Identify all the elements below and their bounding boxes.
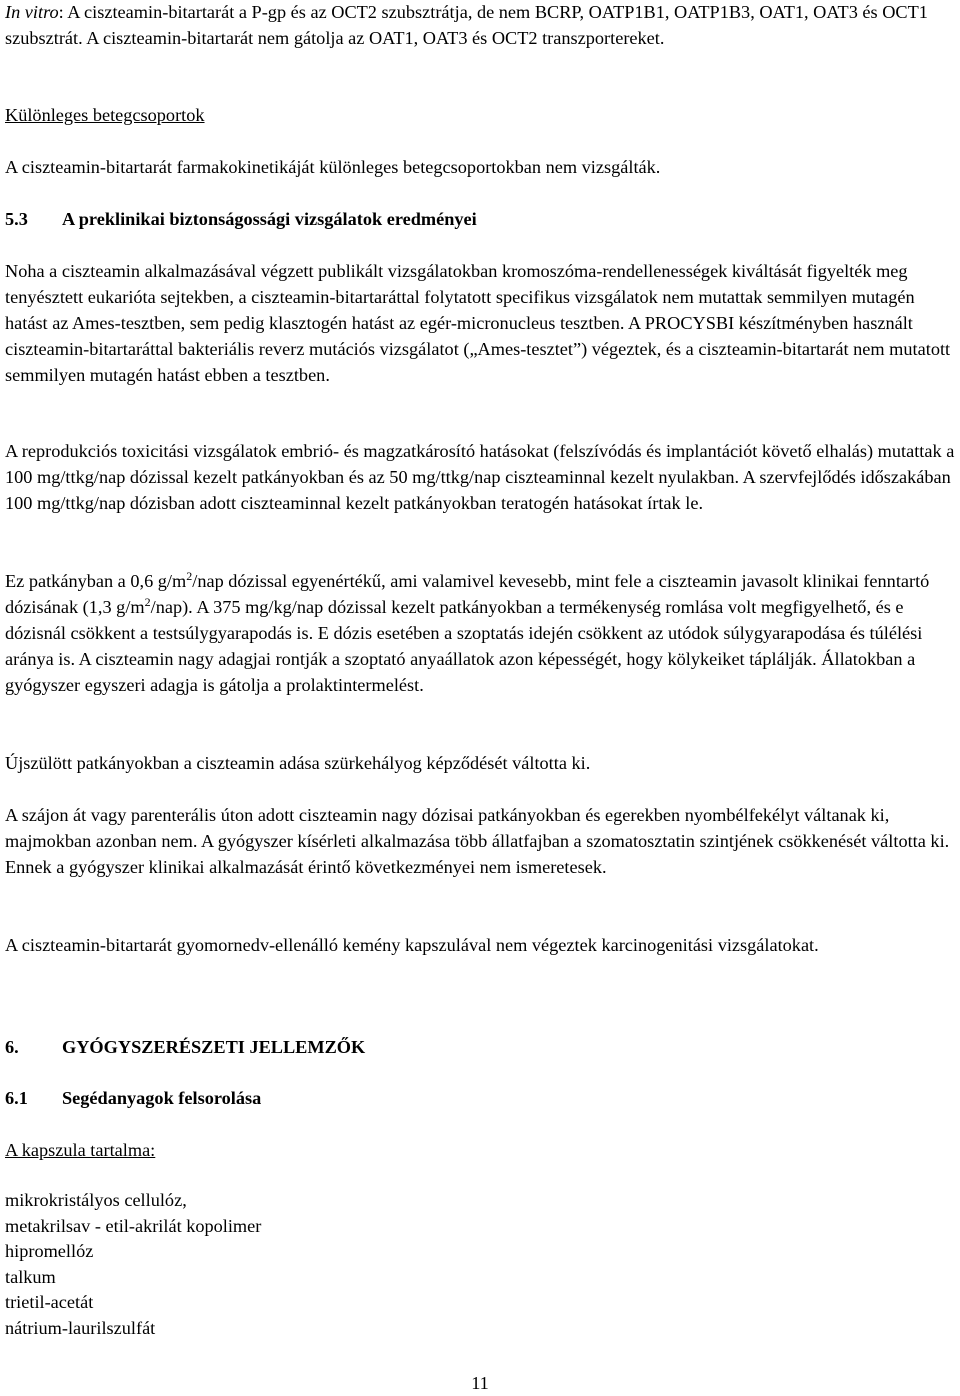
section-5-3-heading (5, 206, 477, 232)
list-item: trietil-acetát (5, 1292, 94, 1313)
intro-lead-italic: In vitro (5, 2, 59, 22)
section-6-heading (5, 1034, 365, 1060)
list-item: mikrokristályos cellulóz, (5, 1190, 187, 1210)
ulcer-paragraph: A szájon át vagy parenterális úton adott ciszteamin nagy dózisai patkányokban és egerekben nyombélfekélyt váltanak ki, majmokban azonban nem. A gyógyszer kísérleti alkalmazása több állatfajban a szomatosztatin szintjének csökkenését váltotta ki. Ennek a gyógyszer klinikai alkalmazását érintő következményei nem ismeretesek. (5, 805, 950, 877)
section-6-title: GYÓGYSZERÉSZETI JELLEMZŐK (62, 1037, 366, 1057)
fertility-paragraph (5, 568, 957, 698)
section-6-1-heading (5, 1085, 261, 1111)
intro-paragraph (5, 0, 955, 51)
superscript: 2 (186, 569, 193, 583)
superscript: 2 (144, 595, 151, 609)
excipient-list (5, 1188, 261, 1342)
fertility-text-a: Ez patkányban a 0,6 g/m (5, 571, 187, 591)
page-number: 11 (471, 1373, 489, 1393)
list-item: nátrium-laurilszulfát (5, 1317, 156, 1338)
section-6-number: 6. (5, 1037, 19, 1057)
section-5-3-number: 5.3 (5, 209, 28, 229)
list-item: metakrilsav - etil-akrilát kopolimer (5, 1215, 262, 1236)
section-6-1-number: 6.1 (5, 1088, 28, 1108)
fertility-text-c: /nap). A 375 mg/kg/nap dózissal kezelt patkányokban a termékenység romlása volt megfigyelhető, és e dózisnál csökkent a testsúlygyarapodás is. E dózis esetében a szoptatás idején csökkent az utódok súlygyarapodása és túlélési aránya is. A ciszteamin nagy adagjai rontják a szoptató anyaállatok azon képességét, hogy kölykeiket táplálják. Állatokban a gyógyszer egyszeri adagja is gátolja a prolaktintermelést. (5, 597, 923, 695)
carcinogenicity-paragraph: A ciszteamin-bitartarát gyomornedv-ellenálló kemény kapszulával nem végeztek karcinogenitási vizsgálatokat. (5, 935, 819, 955)
section-6-1-title: Segédanyagok felsorolása (62, 1088, 262, 1108)
cataract-paragraph: Újszülött patkányokban a ciszteamin adása szürkehályog képződését váltotta ki. (5, 753, 591, 773)
section-5-3-title: A preklinikai biztonságossági vizsgálatok eredményei (62, 209, 477, 229)
intro-text: : A ciszteamin-bitartarát a P-gp és az OCT2 szubsztrátja, de nem BCRP, OATP1B1, OATP1B3, OAT1, OAT3 és OCT1 szubsztrát. A ciszteamin-bitartarát nem gátolja az OAT1, OAT3 és OCT2 transzportereket. (5, 2, 928, 48)
special-groups-text: A ciszteamin-bitartarát farmakokinetikáját különleges betegcsoportokban nem vizsgálták. (5, 157, 661, 177)
special-groups-heading: Különleges betegcsoportok (5, 105, 205, 125)
list-item: hipromellóz (5, 1241, 94, 1262)
fertility-text-b: /nap dózissal egyenértékű, ami valamivel kevesebb, mint fele a ciszteamin javasolt klinikai fenntartó dózisának (1,3 g/m (5, 571, 930, 617)
genotox-paragraph: Noha a ciszteamin alkalmazásával végzett publikált vizsgálatokban kromoszóma-rendellenességek kiváltását figyelték meg tenyésztett eukarióta sejtekben, a ciszteamin-bitartaráttal folytatott specifikus vizsgálatok nem mutattak semmilyen mutagén hatást az Ames-tesztben, sem pedig klasztogén hatást az egér-micronucleus tesztben. A PROCYSBI készítményben használt ciszteamin-bitartaráttal bakteriális reverz mutációs vizsgálatot („Ames-tesztet”) végeztek, és a ciszteamin-bitartarát nem mutatott semmilyen mutagén hatást ebben a tesztben. (5, 261, 951, 385)
repro-tox-paragraph: A reprodukciós toxicitási vizsgálatok embrió- és magzatkárosító hatásokat (felszívódás és implantációt követő elhalás) mutattak a 100 mg/ttkg/nap dózissal kezelt patkányokban és az 50 mg/ttkg/nap ciszteaminnal kezelt nyulakban. A szervfejlődés időszakában 100 mg/ttkg/nap dózisban adott ciszteaminnal kezelt patkányokban teratogén hatásokat írtak le. (5, 441, 955, 513)
list-item: talkum (5, 1266, 56, 1287)
capsule-contents-heading: A kapszula tartalma: (5, 1140, 156, 1160)
